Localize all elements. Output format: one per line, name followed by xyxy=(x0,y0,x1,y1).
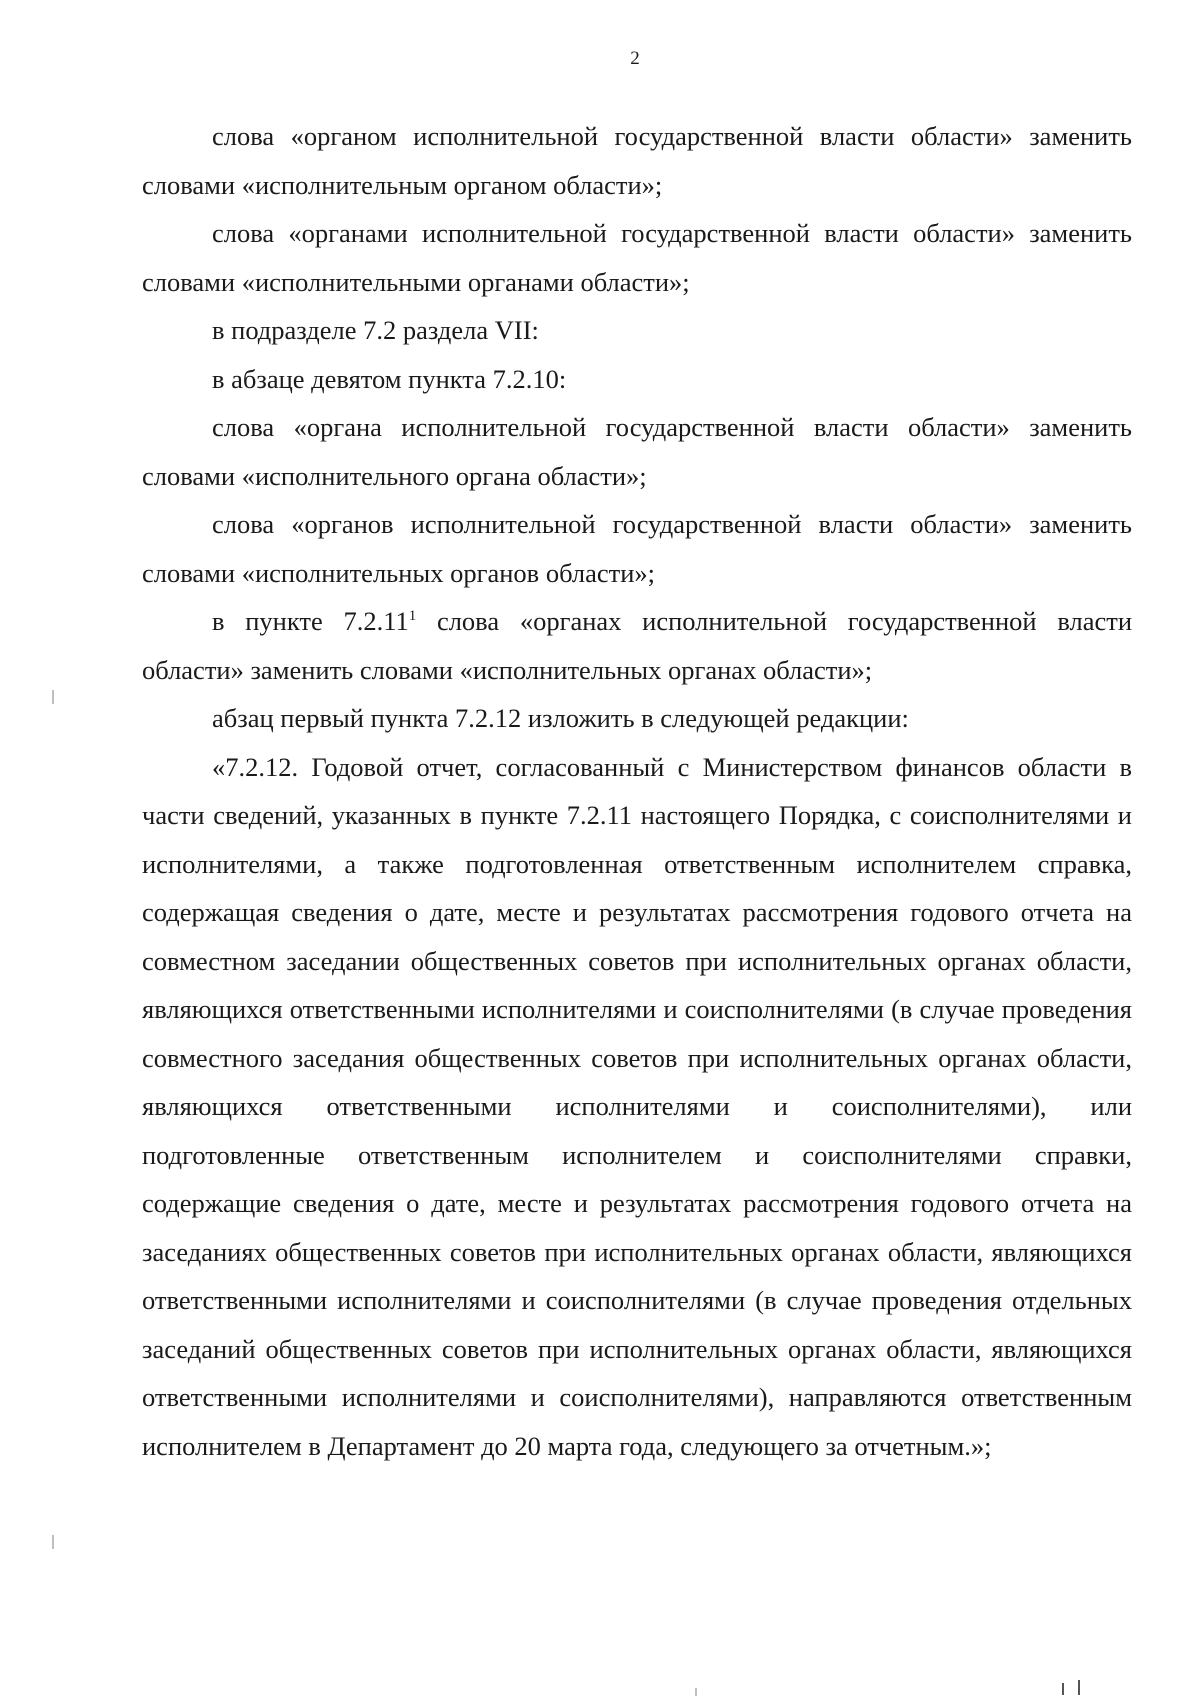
paragraph-7-lead: в пункте 7.2.11 xyxy=(212,606,409,636)
footnote-superscript: 1 xyxy=(408,608,417,625)
paragraph-2: слова «органами исполнительной государственной власти области» заменить словами «исполнительными органами области»; xyxy=(142,218,1132,297)
scan-artifact-left-top xyxy=(52,690,54,704)
paragraph-3: в подразделе 7.2 раздела VII: xyxy=(212,315,539,345)
scan-artifact-bottom-right-2 xyxy=(1078,1680,1080,1695)
paragraph-7-rest: слова «органах исполнительной государственной власти области» заменить словами «исполнительных органах области»; xyxy=(142,606,1132,685)
paragraph-7 xyxy=(142,597,1132,694)
paragraph-9-quoted-clause: «7.2.12. Годовой отчет, согласованный с Министерством финансов области в части сведений, указанных в пункте 7.2.11 настоящего Порядка, с соисполнителями и исполнителями, а также подготовленная ответственным исполнителем справка, содержащая сведения о дате, месте и результатах рассмотрения годового отчета на совместном заседании общественных советов при исполнительных органах области, являющихся ответственными исполнителями и соисполнителями (в случае проведения совместного заседания общественных советов при исполнительных органах области, являющихся ответственными исполнителями и соисполнителями), или подготовленные ответственным исполнителем и соисполнителями справки, содержащие сведения о дате, месте и результатах рассмотрения годового отчета на заседаниях общественных советов при исполнительных органах области, являющихся ответственными исполнителями и соисполнителями (в случае проведения отдельных заседаний общественных советов при исполнительных органах области, являющихся ответственными исполнителями и соисполнителями), направляются ответственным исполнителем в Департамент до 20 марта года, следующего за отчетным.»; xyxy=(142,751,1132,1461)
scan-artifact-bottom-right xyxy=(1062,1683,1064,1695)
paragraph-6: слова «органов исполнительной государственной власти области» заменить словами «исполнительных органов области»; xyxy=(142,509,1132,588)
page-number: 2 xyxy=(630,48,640,69)
paragraph-8: абзац первый пункта 7.2.12 изложить в следующей редакции: xyxy=(212,703,909,733)
document-body xyxy=(142,112,1132,1470)
scan-artifact-left-bottom xyxy=(52,1535,54,1549)
paragraph-5: слова «органа исполнительной государственной власти области» заменить словами «исполнительного органа области»; xyxy=(142,412,1132,491)
paragraph-1: слова «органом исполнительной государственной власти области» заменить словами «исполнительным органом области»; xyxy=(142,121,1132,200)
scan-artifact-bottom-center xyxy=(695,1688,697,1696)
paragraph-4: в абзаце девятом пункта 7.2.10: xyxy=(212,363,567,394)
